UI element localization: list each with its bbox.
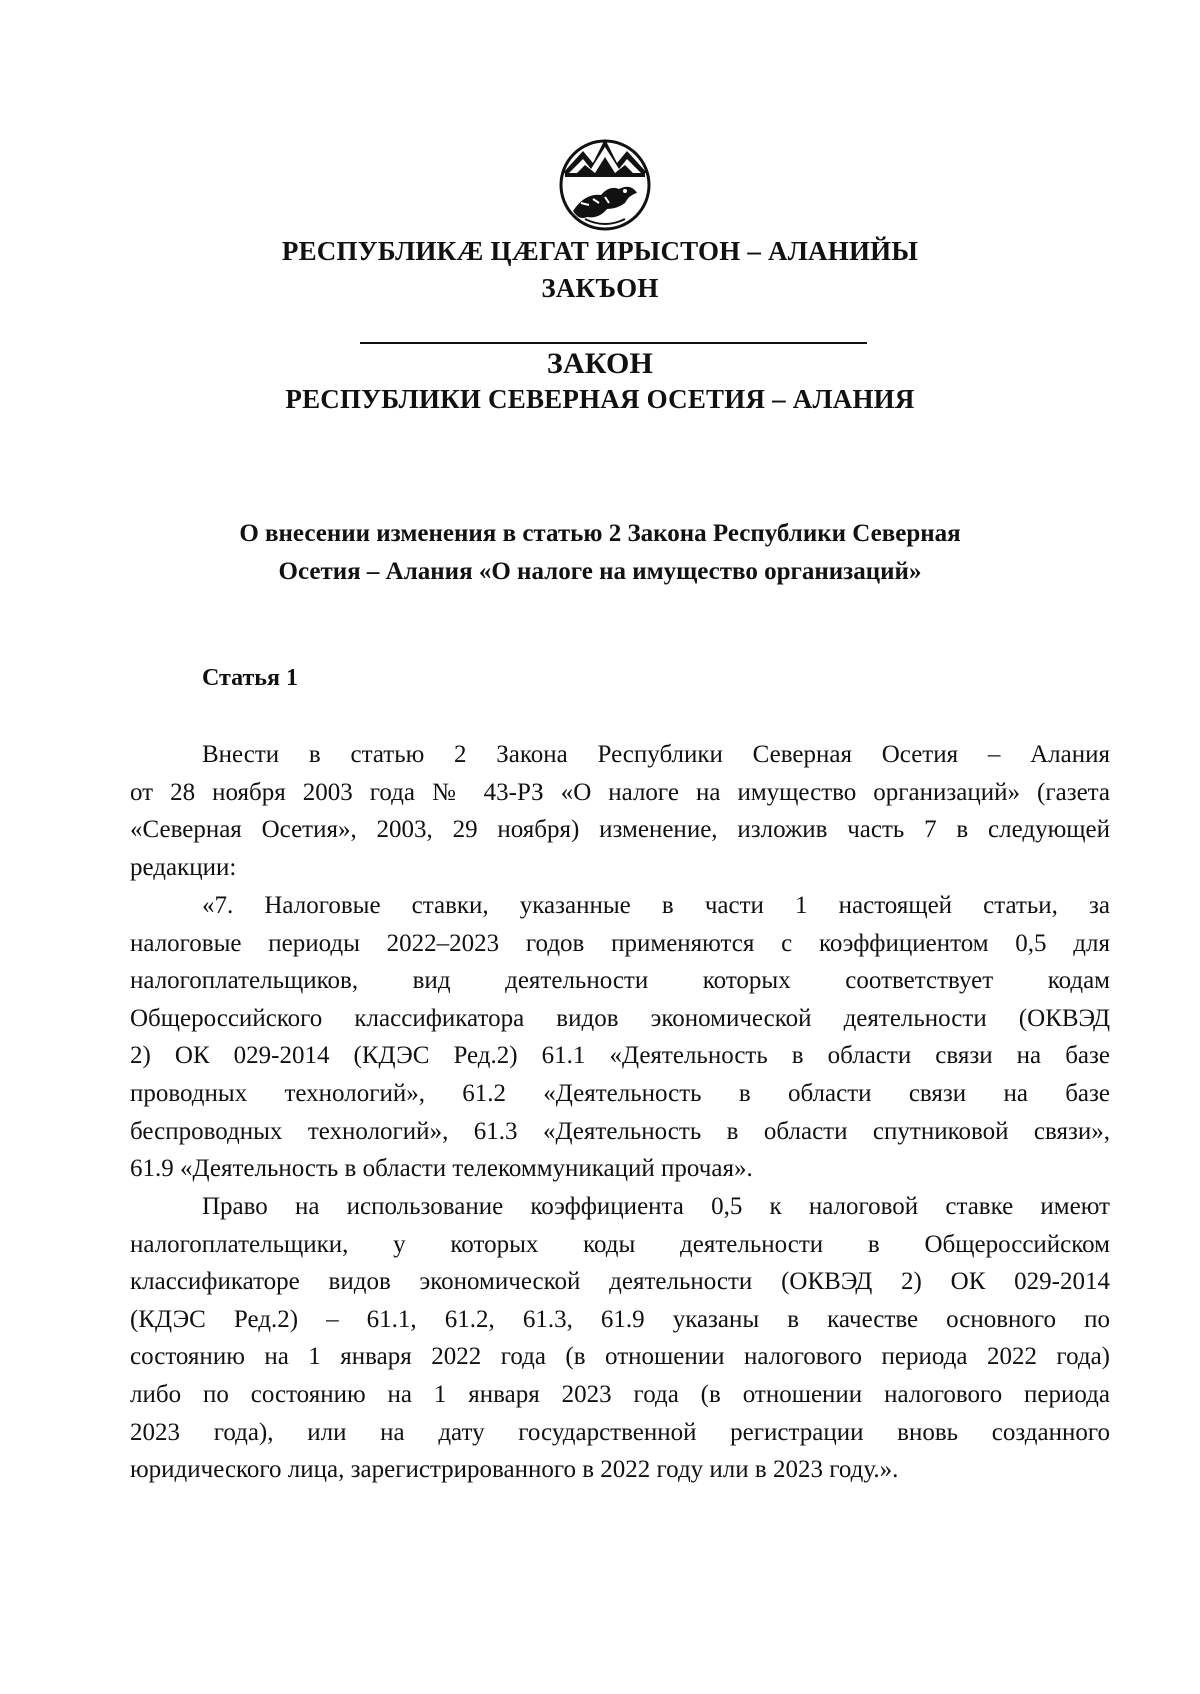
paragraph-amendment-intro — [130, 736, 1110, 886]
text-line: налогоплательщиков, вид деятельности которых соответствует кодам — [130, 967, 1110, 995]
text-line: Общероссийского классификатора видов экономической деятельности (ОКВЭД — [130, 1004, 1110, 1032]
text-line: либо по состоянию на 1 января 2023 года (в отношении налогового периода — [130, 1380, 1110, 1408]
title-line: О внесении изменения в статью 2 Закона Республики Северная — [239, 520, 961, 547]
text-line: беспроводных технологий», 61.3 «Деятельность в области спутниковой связи», — [130, 1117, 1110, 1145]
article-heading: Статья 1 — [202, 665, 298, 691]
header-divider — [360, 342, 867, 344]
text-line: налоговые периоды 2022–2023 годов применяются с коэффициентом 0,5 для — [130, 929, 1110, 957]
paragraph-coefficient-right — [130, 1188, 1110, 1489]
text-line: «Северная Осетия», 2003, 29 ноября) изменение, изложив часть 7 в следующей — [130, 816, 1110, 844]
text-line: редакции: — [130, 853, 237, 881]
text-line: 2023 года), или на дату государственной регистрации вновь созданного — [130, 1418, 1110, 1446]
text-line: проводных технологий», 61.2 «Деятельность в области связи на базе — [130, 1079, 1110, 1107]
header-ossetic-law: ЗАКЪОН — [541, 273, 659, 303]
text-line: (КДЭС Ред.2) – 61.1, 61.2, 61.3, 61.9 указаны в качестве основного по — [130, 1305, 1110, 1333]
title-line: Осетия – Алания «О налоге на имущество организаций» — [278, 558, 922, 585]
text-line: налогоплательщики, у которых коды деятельности в Общероссийском — [130, 1230, 1110, 1258]
text-line: Внести в статью 2 Закона Республики Северная Осетия – Алания — [202, 741, 1110, 768]
header-ossetic-republic: РЕСПУБЛИКӔ ЦӔГАТ ИРЫСТОН – АЛАНИЙЫ — [281, 236, 919, 266]
header-russian-law: ЗАКОН — [546, 347, 654, 380]
text-line: состоянию на 1 января 2022 года (в отношении налогового периода 2022 года) — [130, 1343, 1110, 1371]
text-line: «7. Налоговые ставки, указанные в части 1 настоящей статьи, за — [202, 892, 1110, 919]
text-line: 61.9 «Деятельность в области телекоммуникаций прочая». — [130, 1155, 753, 1183]
document-title — [130, 515, 1070, 591]
paragraph-part-7 — [130, 887, 1110, 1188]
text-line: классификаторе видов экономической деятельности (ОКВЭД 2) ОК 029-2014 — [130, 1268, 1110, 1296]
text-line: 2) ОК 029-2014 (КДЭС Ред.2) 61.1 «Деятельность в области связи на базе — [130, 1042, 1110, 1070]
header-russian-republic: РЕСПУБЛИКИ СЕВЕРНАЯ ОСЕТИЯ – АЛАНИЯ — [285, 384, 915, 414]
text-line: юридического лица, зарегистрированного в 2022 году или в 2023 году.». — [130, 1456, 899, 1484]
text-line: Право на использование коэффициента 0,5 к налоговой ставке имеют — [202, 1193, 1110, 1220]
coat-of-arms-icon — [555, 133, 655, 233]
text-line: от 28 ноября 2003 года № 43-РЗ «О налоге на имущество организаций» (газета — [130, 778, 1110, 806]
